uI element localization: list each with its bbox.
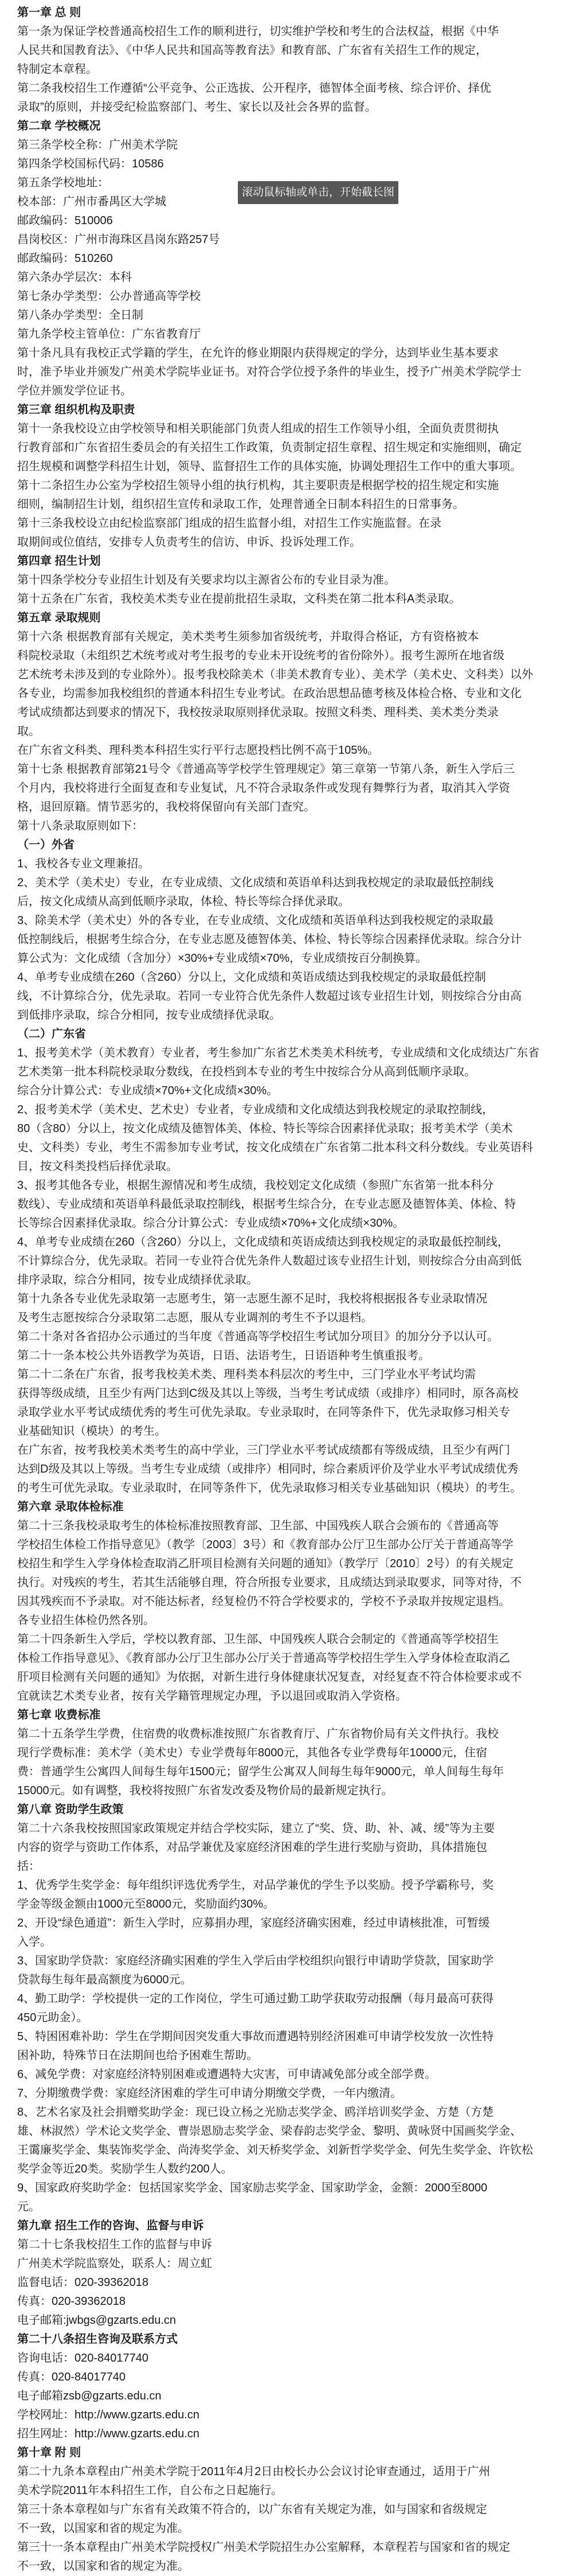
text-line: 执行。对残疾的考生，若其生活能够自理，符合所报专业要求，且成绩达到录取要求，同等对待，不 xyxy=(17,1576,522,1589)
section-heading: 第六章 录取体检标准 xyxy=(17,1501,124,1513)
text-line: 7、分期缴费学费：家庭经济困难的学生可申请分期缴交学费，一年内缴清。 xyxy=(17,2087,402,2100)
text-line: 体检工作指导意见》、《教育部办公厅卫生部办公厅关于普通高等学校招生学生入学身体检查取消乙 xyxy=(17,1652,510,1665)
text-line: 格，退回原籍。情节恶劣的，我校将保留向有关部门查究。 xyxy=(17,801,315,813)
text-line: 王霭廉奖学金、集装饰奖学金、尚涛奖学金、刘天桥奖学金、刘新哲学奖学金、何先生奖学金、许钦松 xyxy=(17,2144,533,2156)
text-line: 传真：020-84017740 xyxy=(17,2371,126,2383)
text-line: 学校网址：http://www.gzarts.edu.cn xyxy=(17,2409,199,2421)
text-line: 邮政编码：510006 xyxy=(17,214,113,227)
text-line: 80（含80）分以上，按文化成绩及德智体美、体检、特长等综合因素择优录取；报考美术学（美术 xyxy=(17,1122,513,1135)
section-heading: 第三章 组织机构及职责 xyxy=(17,404,135,416)
text-line: 第二十六条我校按照国家政策规定并结合学校实际，建立了“奖、贷、助、补、减、缓”等为主要 xyxy=(17,1822,495,1835)
text-line: 综合分计算公式：专业成绩×70%+文化成绩×30%。 xyxy=(17,1085,279,1097)
text-line: 6、减免学费：对家庭经济特别困难或遭遇特大灾害，可申请减免部分或全部学费。 xyxy=(17,2068,437,2081)
text-line: 第二条我校招生工作遵循“公平竞争、公正选拔、公开程序，德智体全面考核、综合评价、择优 xyxy=(17,82,491,95)
text-line: 第三十条本章程如与广东省有关政策不符合的，以广东省有关规定为准，如与国家和省级规定 xyxy=(17,2503,487,2516)
text-line: 在广东省文科类、理科类本科招生实行平行志愿投档比例不高于105%。 xyxy=(17,744,379,757)
text-line: 邮政编码：510260 xyxy=(17,252,113,265)
text-line: 困补助，特殊节日在法期间也给予困难生帮助。 xyxy=(17,2049,258,2062)
text-line: 第十条凡具有我校正式学籍的学生，在允许的修业期限内获得规定的学分，达到毕业生基本要求 xyxy=(17,347,499,359)
text-line: 各专业招生体检仍然各别。 xyxy=(17,1614,155,1627)
text-line: 第一条为保证学校普通高校招生工作的顺利进行，切实维护学校和考生的合法权益，根据《中华 xyxy=(17,25,499,38)
text-line: 1、我校各专业文理兼招。 xyxy=(17,858,150,870)
text-line: 8、艺术名家及社会捐赠奖助学金：现已设立杨之光励志奖学金、鸥洋培训奖学金、方楚（方楚 xyxy=(17,2106,494,2119)
text-line: 电子邮箱zsb@gzarts.edu.cn xyxy=(17,2390,162,2402)
text-line: 第七条办学类型：公办普通高等学校 xyxy=(17,290,201,303)
text-line: 第二十二条在广东省，报考我校美术类、理科类本科层次的考生中，三门学业水平考试均需 xyxy=(17,1368,476,1381)
text-line: 1、优秀学生奖学金：每年组织评选优秀学生，对品学兼优的学生予以奖励。授予学霸称号，奖 xyxy=(17,1879,494,1892)
text-line: 在广东省，按考我校美术类考生的高中学业，三门学业水平考试成绩都有等级成绩，且至少有两门 xyxy=(17,1444,510,1457)
text-line: 不计算综合分，优先录取。若同一专业符合优先条件人数超过该专业招生计划，则按综合分由高到低 xyxy=(17,1255,522,1267)
text-line: 目，按文科类投档后择优录取。 xyxy=(17,1160,178,1173)
section-heading: 第十章 附 则 xyxy=(17,2446,81,2459)
section-heading: 第八章 资助学生政策 xyxy=(17,1803,124,1816)
text-line: 广州美术学院监察处，联系人：周立虹 xyxy=(17,2257,212,2270)
text-line: 取期间或位值结，安排专人负责考生的信访、申诉、投诉处理工作。 xyxy=(17,536,361,549)
text-line: 第四条学校国标代码：10586 xyxy=(17,158,164,170)
text-line: 第六条办学层次：本科 xyxy=(17,271,132,284)
text-line: 艺术类第一批本科院校录取分数线，在投档到本专业的考生中按综合分从高到低顺序录取。 xyxy=(17,1066,476,1078)
text-line: 排序录取，综合分相同，按专业成绩择优录取。 xyxy=(17,1274,258,1286)
text-line: 1、报考美术学（美术教育）专业者，考生参加广东省艺术类美术科统考，专业成绩和文化成绩达广东省 xyxy=(17,1047,540,1059)
text-line: 招生规模和调整学科招生计划，领导、监督招生工作的具体实施，协调处理招生工作中的重大事项。 xyxy=(17,460,522,473)
text-line: 录取”的原则，并接受纪检监察部门、考生、家长以及社会各界的监督。 xyxy=(17,101,377,113)
text-line: 人民共和国教育法》、《中华人民共和国高等教育法》和教育部、广东省有关招生工作的规定， xyxy=(17,44,487,57)
text-line: 第十一条我校设立由学校领导和相关职能部门负责人组成的招生工作领导小组，全面负责贯彻执 xyxy=(17,422,499,435)
text-line: 第二十三条我校录取考生的体检标准按照教育部、卫生部、中国残疾人联合会颁布的《普通高等 xyxy=(17,1520,499,1532)
text-line: 长等综合因素择优录取。综合分计算公式：专业成绩×70%+文化成绩×30%。 xyxy=(17,1217,405,1230)
text-line: 第九条学校主管单位：广东省教育厅 xyxy=(17,328,201,340)
text-line: 咨询电话：020-84017740 xyxy=(17,2352,149,2364)
section-heading: （一）外省 xyxy=(17,839,75,851)
text-line: 的考生可优先录取。专业录取时，在同等条件下，优先录取修习相关专业基础知识（模块）的考生。 xyxy=(17,1482,522,1494)
text-line: 时，准予毕业并颁发广州美术学院毕业证书。对符合学位授予条件的毕业生，授予广州美术学院学士 xyxy=(17,366,522,378)
text-line: 各专业，均需参加我校组织的普通本科招生专业考试。在政治思想品德考核及体检合格、专业和文化 xyxy=(17,687,522,700)
text-line: 达到D级及其以上等级。当考生专业成绩（或排序）相同时，综合素质评价及学业水平考试成绩优秀 xyxy=(17,1463,519,1475)
text-line: 第二十条对各省招办公示通过的当年度《普通高等学校招生考试加分项目》的加分分予以认可。 xyxy=(17,1330,499,1343)
text-line: 第二十七条我校招生工作的监督与申诉 xyxy=(17,2238,212,2251)
text-line: 取。 xyxy=(17,725,40,738)
text-line: 4、单考专业成绩在260（含260）分以上，文化成绩和英语成绩达到我校规定的录取最低控制线， xyxy=(17,1236,509,1248)
text-line: 第十七条 根据教育部第21号令《普通高等学校学生管理规定》第三章第一节第八条，新生入学后三 xyxy=(17,763,515,776)
text-line: 考试成绩都达到要求的情况下，我校按录取原则择优录取。按照文科类、理科类、美术类分类录 xyxy=(17,706,499,719)
text-line: 第十六条 根据教育部有关规定，美术类考生须参加省级统考，并取得合格证，方有资格被本 xyxy=(17,631,479,643)
text-line: 低控制线后，根据考生综合分，在专业志愿及德智体美、体检、特长等综合因素择优录取。综合分计 xyxy=(17,933,522,946)
text-line: 第十九条各专业优先录取第一志愿考生，第一志愿生源不足时，我校将根据报各专业录取情况 xyxy=(17,1293,487,1305)
text-line: 算公式为：文化成绩（含加分）×30%+专业成绩×70%，专业成绩按百分制换算。 xyxy=(17,952,428,965)
text-line: 450元助金）。 xyxy=(17,2011,88,2024)
text-line: 不一致，以国家和省的规定为准。 xyxy=(17,2522,189,2535)
text-line: 细则，编制招生计划，组织招生宣传和录取工作，处理普通全日制本科招生的日常事务。 xyxy=(17,498,464,511)
text-line: 4、勤工助学：学校提供一定的工作岗位，学生可通过勤工助学获取劳动报酬（每月最高可获得 xyxy=(17,1992,494,2005)
screenshot-toast[interactable]: 滚动鼠标轴或单击，开始截长图 xyxy=(238,181,398,204)
text-line: 艺术统考未涉及到的专业除外）。报考我校除美术（非美术教育专业）、美术学（美术史、文科类）以外 xyxy=(17,668,533,681)
text-line: 科院校录取（未组织艺术统考或对考生报考的专业未开设统考的省份除外）。报考生源所在地省级 xyxy=(17,649,504,662)
text-line: 线，不计算综合分，优先录取。若同一专业符合优先条件人数超过该专业招生计划，则按综合分由高 xyxy=(17,990,522,1003)
text-line: 第十二条招生办公室为学校招生领导小组的执行机构，其主要职责是根据学校的招生规定和实施 xyxy=(17,479,499,492)
section-heading: 第九章 招生工作的咨询、监督与申诉 xyxy=(17,2219,204,2232)
text-line: 校本部：广州市番禺区大学城 xyxy=(17,195,166,208)
text-line: 第二十一条本校公共外语教学为英语，日语、法语考生，日语语种考生慎重报考。 xyxy=(17,1349,430,1362)
text-line: 第八条办学类型：全日制 xyxy=(17,309,143,322)
text-line: 奖学金等近20类。奖励学生人数约200人。 xyxy=(17,2163,233,2175)
document-body xyxy=(17,3,547,2576)
text-line: 2、美术学（美术史）专业，在专业成绩、文化成绩和英语单科达到我校规定的录取最低控制线 xyxy=(17,876,494,889)
text-line: 后，按文化成绩从高到低顺序录取，体检、特长等综合择优录取。 xyxy=(17,895,350,908)
text-line: 学校招生体检工作指导意见》（教学〔2003〕3号）和《教育部办公厅卫生部办公厅关于普通高等学 xyxy=(17,1538,514,1551)
section-heading: 第二十八条招生咨询及联系方式 xyxy=(17,2333,178,2346)
text-line: 特制定本章程。 xyxy=(17,63,97,76)
text-line: 元。 xyxy=(17,2201,40,2213)
text-line: 2、报考美术学（美术史、艺术史）专业者，专业成绩和文化成绩达到我校规定的录取控制线， xyxy=(17,1103,494,1116)
text-line: 个月内，我校将进行全面复查和专业复试，凡不符合录取条件或发现有舞弊行为者，取消其入学资 xyxy=(17,782,510,794)
text-line: 9、国家政府奖助学金：包括国家奖学金、国家励志奖学金、国家助学金，金额：2000至8000 xyxy=(17,2182,488,2194)
section-heading: 第七章 收费标准 xyxy=(17,1709,101,1721)
text-line: 第五条学校地址： xyxy=(17,177,109,189)
text-line: 第十八条录取原则如下： xyxy=(17,820,143,832)
text-line: 及考生志愿按综合分录取第二志愿，服从专业调剂的考生不予以退档。 xyxy=(17,1312,373,1324)
text-line: 雄、林淑然）学术论文奖学金、曹崇恩励志奖学金、梁春韵志奖学金、黎明、黄咏贤中国画奖学金、 xyxy=(17,2125,522,2137)
text-line: 因其残疾而不予录取。对不能达标者，经复检仍不符合学校要求的，学校不予录取并按规定退档。 xyxy=(17,1595,510,1608)
text-line: 第二十五条学生学费，住宿费的收费标准按照广东省教育厅、广东省物价局有关文件执行。我校 xyxy=(17,1728,499,1740)
text-line: 2、开设“绿色通道”：新生入学时，应募捐办理，家庭经济确实困难，经过申请核批准，可暂缓 xyxy=(17,1917,490,1929)
text-line: 史、文科类）专业，考生不需参加专业考试，按文化成绩在广东省第二批本科文科分数线。专业英语科 xyxy=(17,1141,533,1154)
text-line: 学金等级金额由1000元至8000元，奖励面约30%。 xyxy=(17,1898,275,1911)
text-line: 5、特困困难补助：学生在学期间因突发重大事故而遭遇特别经济困难可申请学校发放一次性特 xyxy=(17,2030,494,2043)
text-line: 获得等级成绩，且至少有两门达到C级及其以上等级，当考生考试成绩（或排序）相同时，原各高校 xyxy=(17,1387,519,1400)
text-line: 肝项目检测有关问题的通知》为依据，对新生进行身体健康状况复查，对经复查不符合体检要求或不 xyxy=(17,1671,522,1684)
text-line: 不一致，以国家和省的规定为准。 xyxy=(17,2560,189,2573)
text-line: 到低排序录取，综合分相同，按专业成绩择优录取。 xyxy=(17,1009,281,1021)
text-line: 入学。 xyxy=(17,1936,52,1948)
text-line: 3、国家助学贷款：家庭经济确实困难的学生入学后由学校组织向银行申请助学贷款，国家助学 xyxy=(17,1955,494,1967)
text-line: 第十三条我校设立由纪检监察部门组成的招生监督小组，对招生工作实施监督。在录 xyxy=(17,517,441,530)
text-line: 3、报考其他各专业，根据生源情况和考生成绩，我校划定文化成绩（参照广东省第一批本科分 xyxy=(17,1179,494,1192)
text-line: 贷款每生每年最高额度为6000元。 xyxy=(17,1974,192,1986)
text-line: 第十四条学校分专业招生计划及有关要求均以主源省公布的专业目录为准。 xyxy=(17,574,395,586)
text-line: 传真：020-39362018 xyxy=(17,2295,126,2308)
section-heading: 第一章 总 则 xyxy=(17,6,81,19)
text-line: 15000元。如有调整，我校将按照广东省发改委及物价局的最新规定执行。 xyxy=(17,1784,393,1797)
text-line: 招生网址：http://www.gzarts.edu.cn xyxy=(17,2428,199,2440)
text-line: 业基础知识（模块）的考生。 xyxy=(17,1425,166,1438)
text-line: 第二十九条本章程由广州美术学院于2011年4月2日由校长办公会议讨论审查通过，适用于广州 xyxy=(17,2465,491,2478)
section-heading: 第二章 学校概况 xyxy=(17,120,101,132)
text-line: 学位并颁发学位证书。 xyxy=(17,385,132,397)
section-heading: （二）广东省 xyxy=(17,1028,86,1040)
text-line: 电子邮箱:jwbgs@gzarts.edu.cn xyxy=(17,2314,177,2327)
text-line: 现行学费标准：美术学（美术史）专业学费每年8000元，其他各专业学费每年10000元，住宿 xyxy=(17,1747,488,1759)
text-line: 行教育部和广东省招生委员会的有关招生工作政策，负责制定招生章程、招生规定和实施细则，确定 xyxy=(17,441,522,454)
text-line: 宜就读艺术类专业者，按有关学籍管理规定办理，予以退回或取消入学资格。 xyxy=(17,1690,407,1702)
text-line: 第十五条在广东省，我校美术类专业在提前批招生录取，文科类在第二批本科A类录取。 xyxy=(17,593,461,605)
text-line: 美术学院2011年本科招生工作，自公布之日起施行。 xyxy=(17,2484,283,2497)
text-line: 第二十四条新生入学后，学校以教育部、卫生部、中国残疾人联合会制定的《普通高等学校招生 xyxy=(17,1633,499,1646)
text-line: 校招生和学生入学身体检查取消乙肝项目检测有关问题的通知》（教学厅〔2010〕2号）的有关规定 xyxy=(17,1557,514,1570)
text-line: 内容的资学与资助工作体系，对品学兼优及家庭经济困难的学生进行奖励与资助，具体措施包 xyxy=(17,1841,487,1854)
text-line: 第三条学校全称：广州美术学院 xyxy=(17,139,178,151)
text-line: 录取学业水平考试成绩优秀的考生可优先录取。专业录取时，在同等条件下，优先录取修习相关专 xyxy=(17,1406,510,1419)
text-line: 4、单考专业成绩在260（含260）分以上，文化成绩和英语成绩达到我校规定的录取最低控制 xyxy=(17,971,486,984)
section-heading: 第五章 录取规则 xyxy=(17,612,101,624)
text-line: 数线）、专业成绩和英语单科最低录取控制线，根据考生综合分，在专业志愿及德智体美、体检、特 xyxy=(17,1198,516,1211)
section-heading: 第四章 招生计划 xyxy=(17,555,101,567)
text-line: 昌岗校区：广州市海珠区昌岗东路257号 xyxy=(17,233,220,246)
text-line: 费：普通学生公寓四人间每生每年1500元；留学生公寓双人间每生每年9000元，单人间每生每年 xyxy=(17,1765,504,1778)
text-line: 3、除美术学（美术史）外的各专业，在专业成绩、文化成绩和英语单科达到我校规定的录取最 xyxy=(17,914,494,927)
text-line: 括： xyxy=(17,1860,40,1873)
text-line: 监督电话：020-39362018 xyxy=(17,2276,149,2289)
text-line: 第三十一条本章程由广州美术学院授权广州美术学院招生办公室解释，本章程若与国家和省的规定 xyxy=(17,2541,510,2554)
